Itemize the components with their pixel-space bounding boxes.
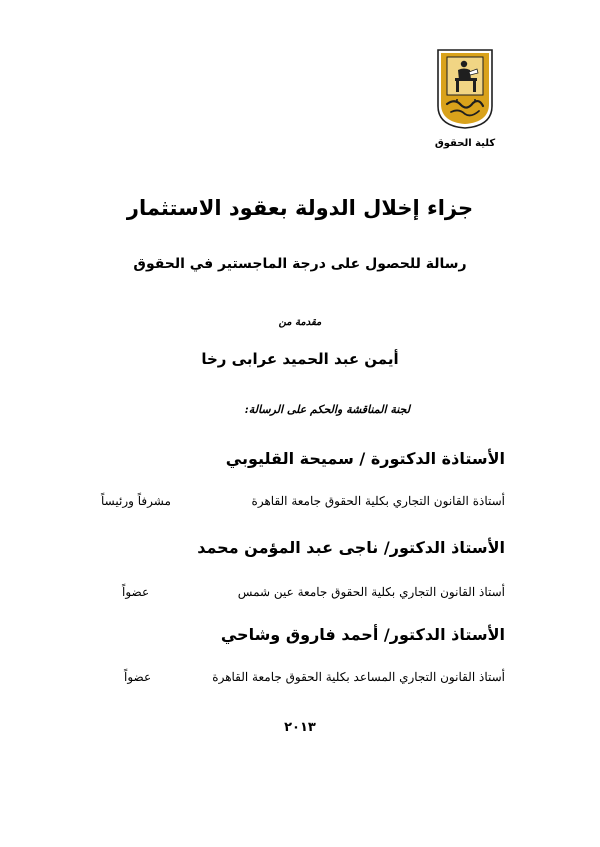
cairo-university-seal-icon [435, 48, 495, 130]
faculty-label: كلية الحقوق [434, 138, 496, 149]
committee-member-name: الأستاذ الدكتور/ ناجى عبد المؤمن محمد [197, 538, 505, 557]
committee-label: لجنة المناقشة والحكم على الرسالة: [244, 403, 410, 416]
presented-by-label: مقدمة من [278, 317, 322, 328]
committee-member-name: الأستاذة الدكتورة / سميحة القليوبي [225, 449, 505, 468]
committee-member-role: عضواً [124, 670, 152, 684]
logo-block [428, 48, 502, 149]
author-name: أيمن عبد الحميد عرابى رخا [201, 350, 399, 368]
committee-member-role: مشرفاً ورئيساً [101, 494, 171, 508]
committee-member-name: الأستاذ الدكتور/ أحمد فاروق وشاحي [220, 625, 505, 644]
committee-member-description: أستاذ القانون التجاري بكلية الحقوق جامعة عين شمس [237, 585, 505, 599]
committee-member-description: أستاذة القانون التجاري بكلية الحقوق جامعة القاهرة [251, 494, 505, 508]
committee-member-description: أستاذ القانون التجاري المساعد بكلية الحقوق جامعة القاهرة [212, 670, 505, 684]
thesis-title: جزاء إخلال الدولة بعقود الاستثمار [126, 196, 474, 220]
thesis-subtitle: رسالة للحصول على درجة الماجستير في الحقوق [133, 256, 467, 272]
year: ٢٠١٣ [284, 720, 316, 735]
committee-member-role: عضواً [122, 585, 150, 599]
